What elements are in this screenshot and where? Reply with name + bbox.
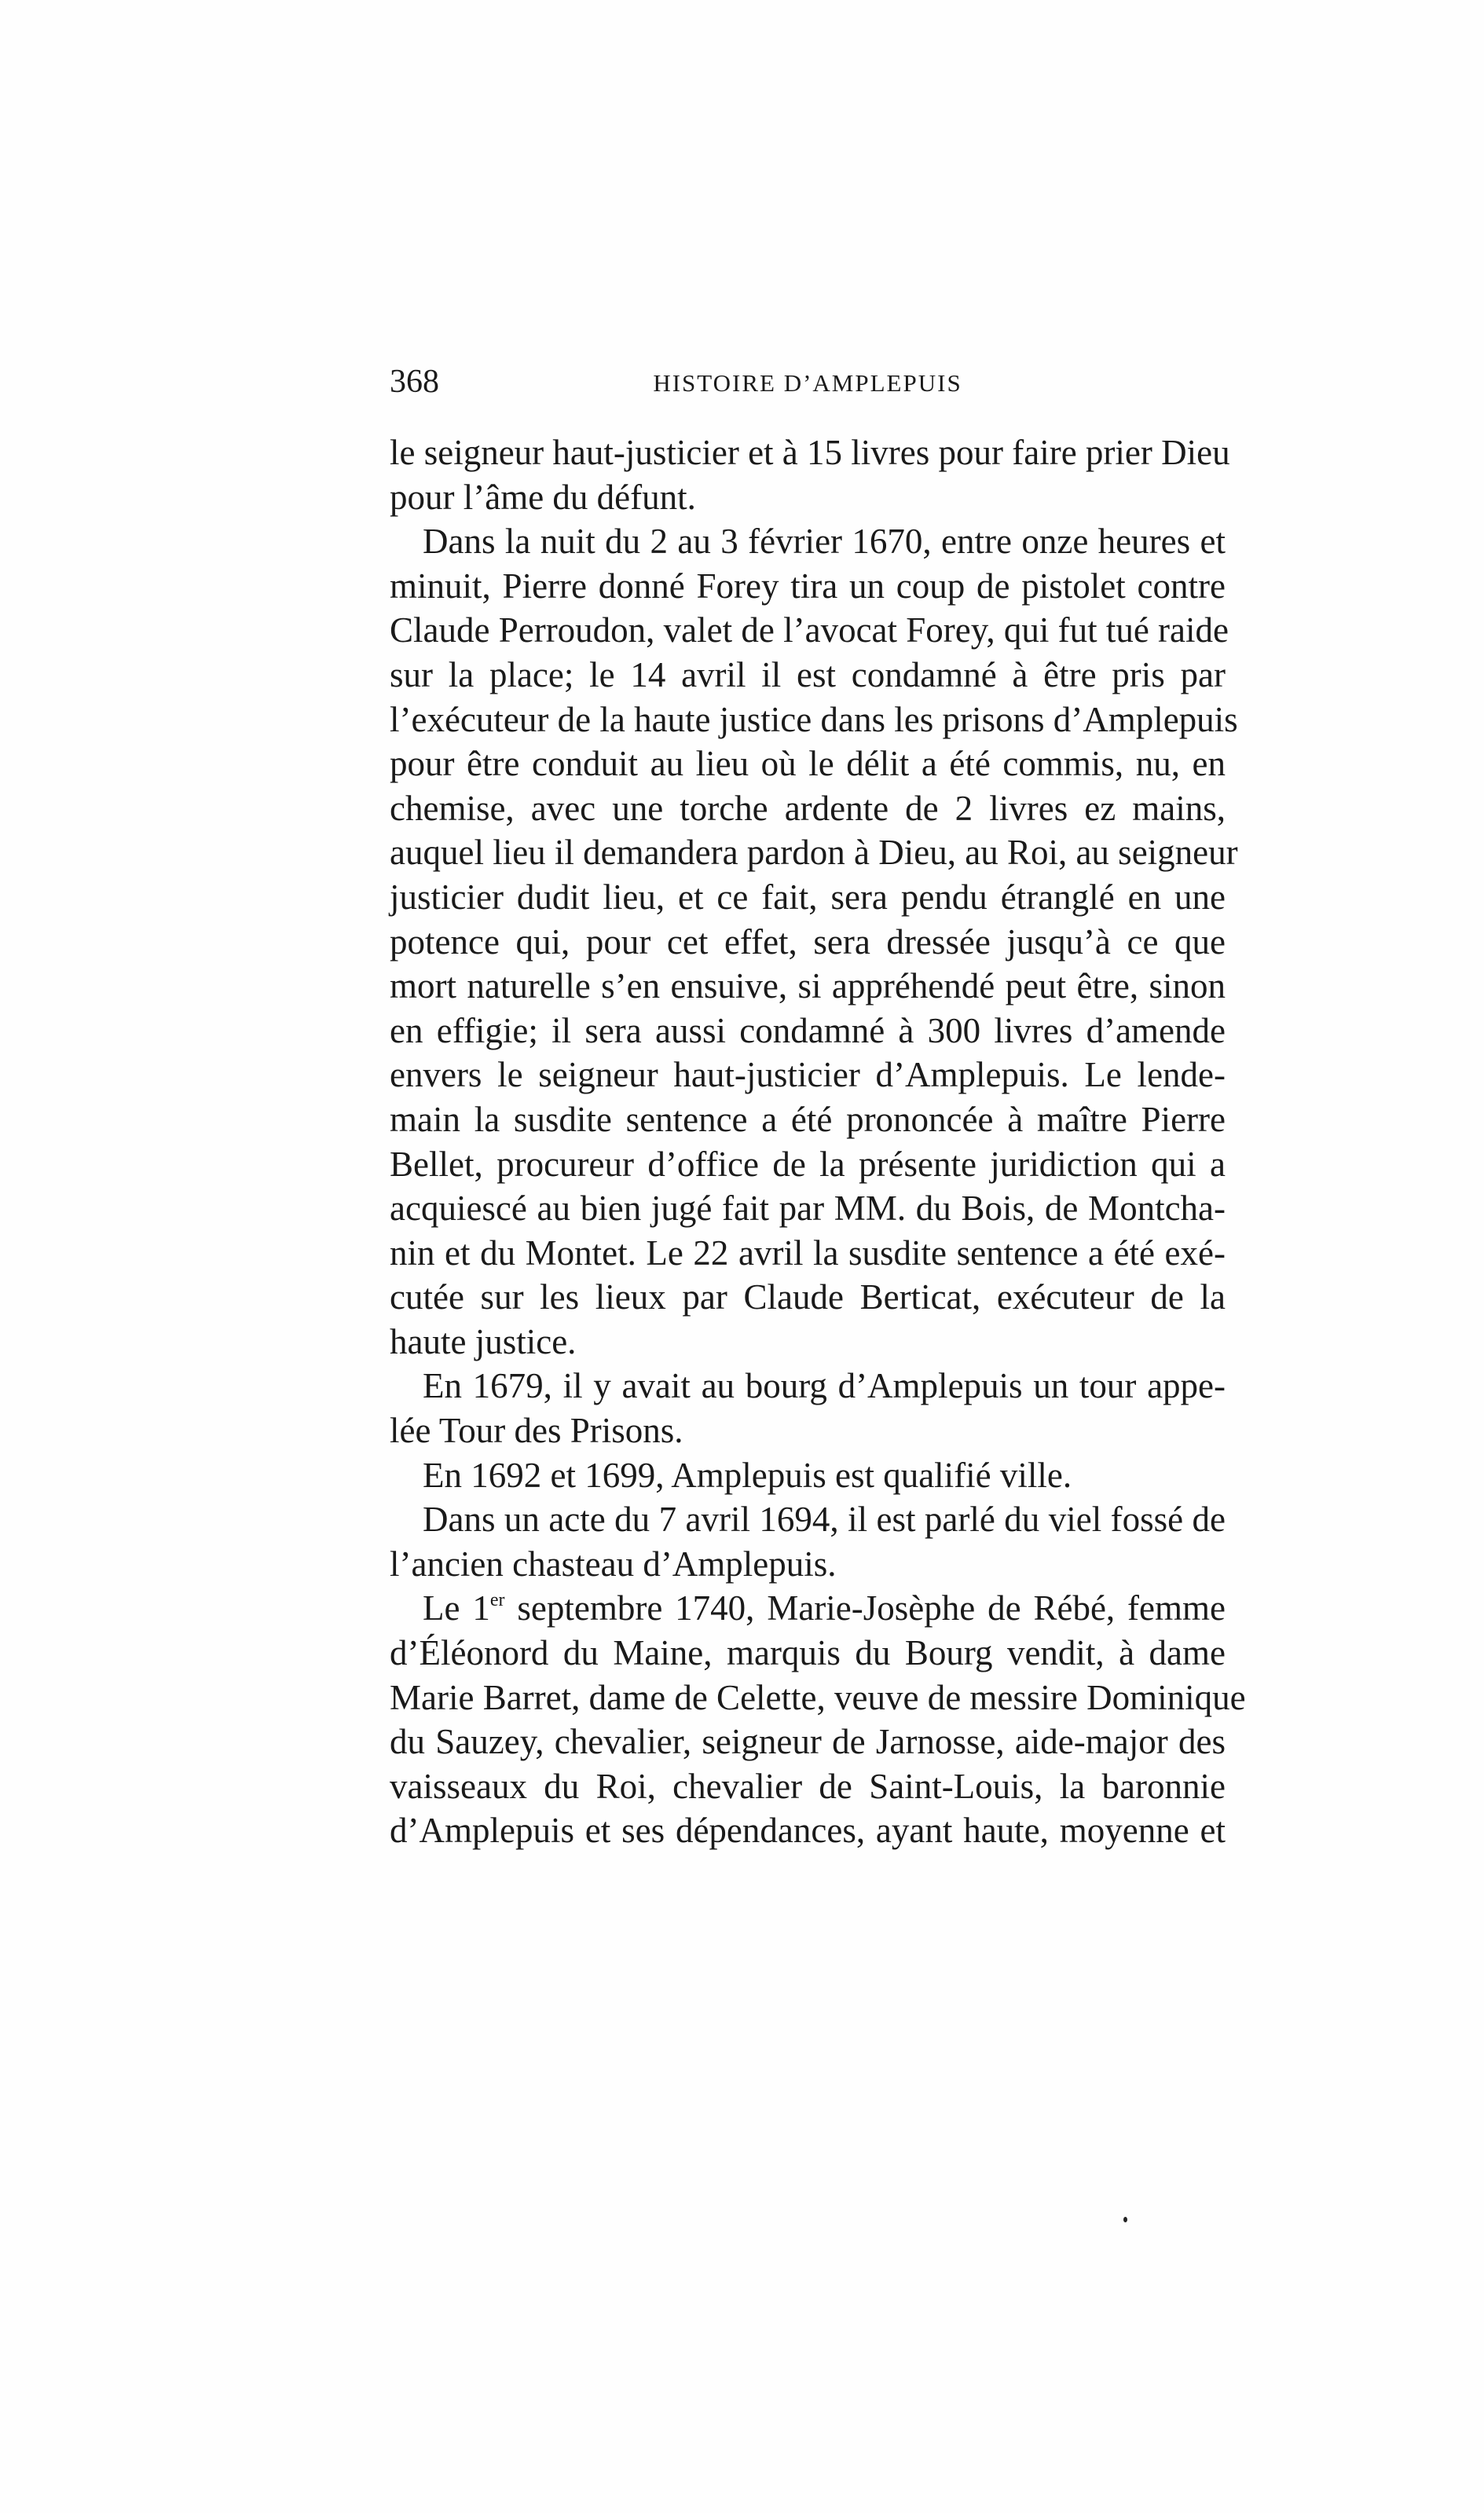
text-line: justicier dudit lieu, et ce fait, sera pendu étranglé en une bbox=[390, 877, 1226, 917]
text-line: pour être conduit au lieu où le délit a été commis, nu, en bbox=[390, 744, 1226, 784]
text-line: en effigie; il sera aussi condamné à 300 livres d’amende bbox=[390, 1010, 1226, 1050]
text-line: potence qui, pour cet effet, sera dressée jusqu’à ce que bbox=[390, 921, 1226, 962]
page-number: 368 bbox=[390, 364, 439, 400]
text-line: sur la place; le 14 avril il est condamné à être pris par bbox=[390, 654, 1226, 694]
text-line: auquel lieu il demandera pardon à Dieu, au Roi, au seigneur bbox=[390, 833, 1238, 873]
text-line: d’Amplepuis et ses dépendances, ayant haute, moyenne et bbox=[390, 1811, 1226, 1851]
text-line: Marie Barret, dame de Celette, veuve de messire Dominique bbox=[390, 1677, 1246, 1717]
text-line: main la susdite sentence a été prononcée à maître Pierre bbox=[390, 1099, 1226, 1139]
text-line: vaisseaux du Roi, chevalier de Saint-Louis, la baronnie bbox=[390, 1766, 1226, 1806]
text-line: chemise, avec une torche ardente de 2 livres ez mains, bbox=[390, 788, 1226, 828]
text-line bbox=[390, 1586, 1226, 1631]
text-line: pour l’âme du défunt. bbox=[390, 477, 696, 517]
superscript: er bbox=[489, 1590, 505, 1611]
text-line: envers le seigneur haut-justicier d’Amplepuis. Le lende- bbox=[390, 1055, 1226, 1095]
text-line: Claude Perroudon, valet de l’avocat Forey, qui fut tué raide bbox=[390, 610, 1229, 650]
text-line: En 1679, il y avait au bourg d’Amplepuis un tour appe- bbox=[423, 1366, 1226, 1406]
text-line: Dans un acte du 7 avril 1694, il est parlé du viel fossé de bbox=[423, 1500, 1226, 1540]
text-line: lée Tour des Prisons. bbox=[390, 1411, 683, 1451]
text-line: Dans la nuit du 2 au 3 février 1670, entre onze heures et bbox=[423, 522, 1226, 562]
text-line: cutée sur les lieux par Claude Berticat, exécuteur de la bbox=[390, 1277, 1226, 1317]
running-title: HISTOIRE D’AMPLEPUIS bbox=[653, 369, 962, 397]
text-line: l’exécuteur de la haute justice dans les prisons d’Amplepuis bbox=[390, 699, 1238, 739]
text-fragment: Le 1 bbox=[423, 1588, 490, 1628]
text-line: Bellet, procureur d’office de la présente juridiction qui a bbox=[390, 1144, 1226, 1184]
text-line: l’ancien chasteau d’Amplepuis. bbox=[390, 1544, 837, 1584]
body-text bbox=[390, 430, 1246, 1853]
text-line: mort naturelle s’en ensuive, si appréhendé peut être, sinon bbox=[390, 966, 1226, 1006]
text-fragment: septembre 1740, Marie-Josèphe de Rébé, femme bbox=[504, 1588, 1226, 1628]
text-line: du Sauzey, chevalier, seigneur de Jarnosse, aide-major des bbox=[390, 1722, 1226, 1762]
ink-speck bbox=[1123, 2217, 1127, 2222]
text-line: d’Éléonord du Maine, marquis du Bourg vendit, à dame bbox=[390, 1633, 1226, 1673]
text-line: minuit, Pierre donné Forey tira un coup de pistolet contre bbox=[390, 566, 1226, 606]
text-line: En 1692 et 1699, Amplepuis est qualifié ville. bbox=[423, 1455, 1072, 1495]
text-line: acquiescé au bien jugé fait par MM. du Bois, de Montcha- bbox=[390, 1189, 1226, 1229]
text-line: nin et du Montet. Le 22 avril la susdite sentence a été exé- bbox=[390, 1233, 1226, 1273]
text-line: le seigneur haut-justicier et à 15 livres pour faire prier Dieu bbox=[390, 433, 1230, 472]
text-line: haute justice. bbox=[390, 1321, 577, 1361]
